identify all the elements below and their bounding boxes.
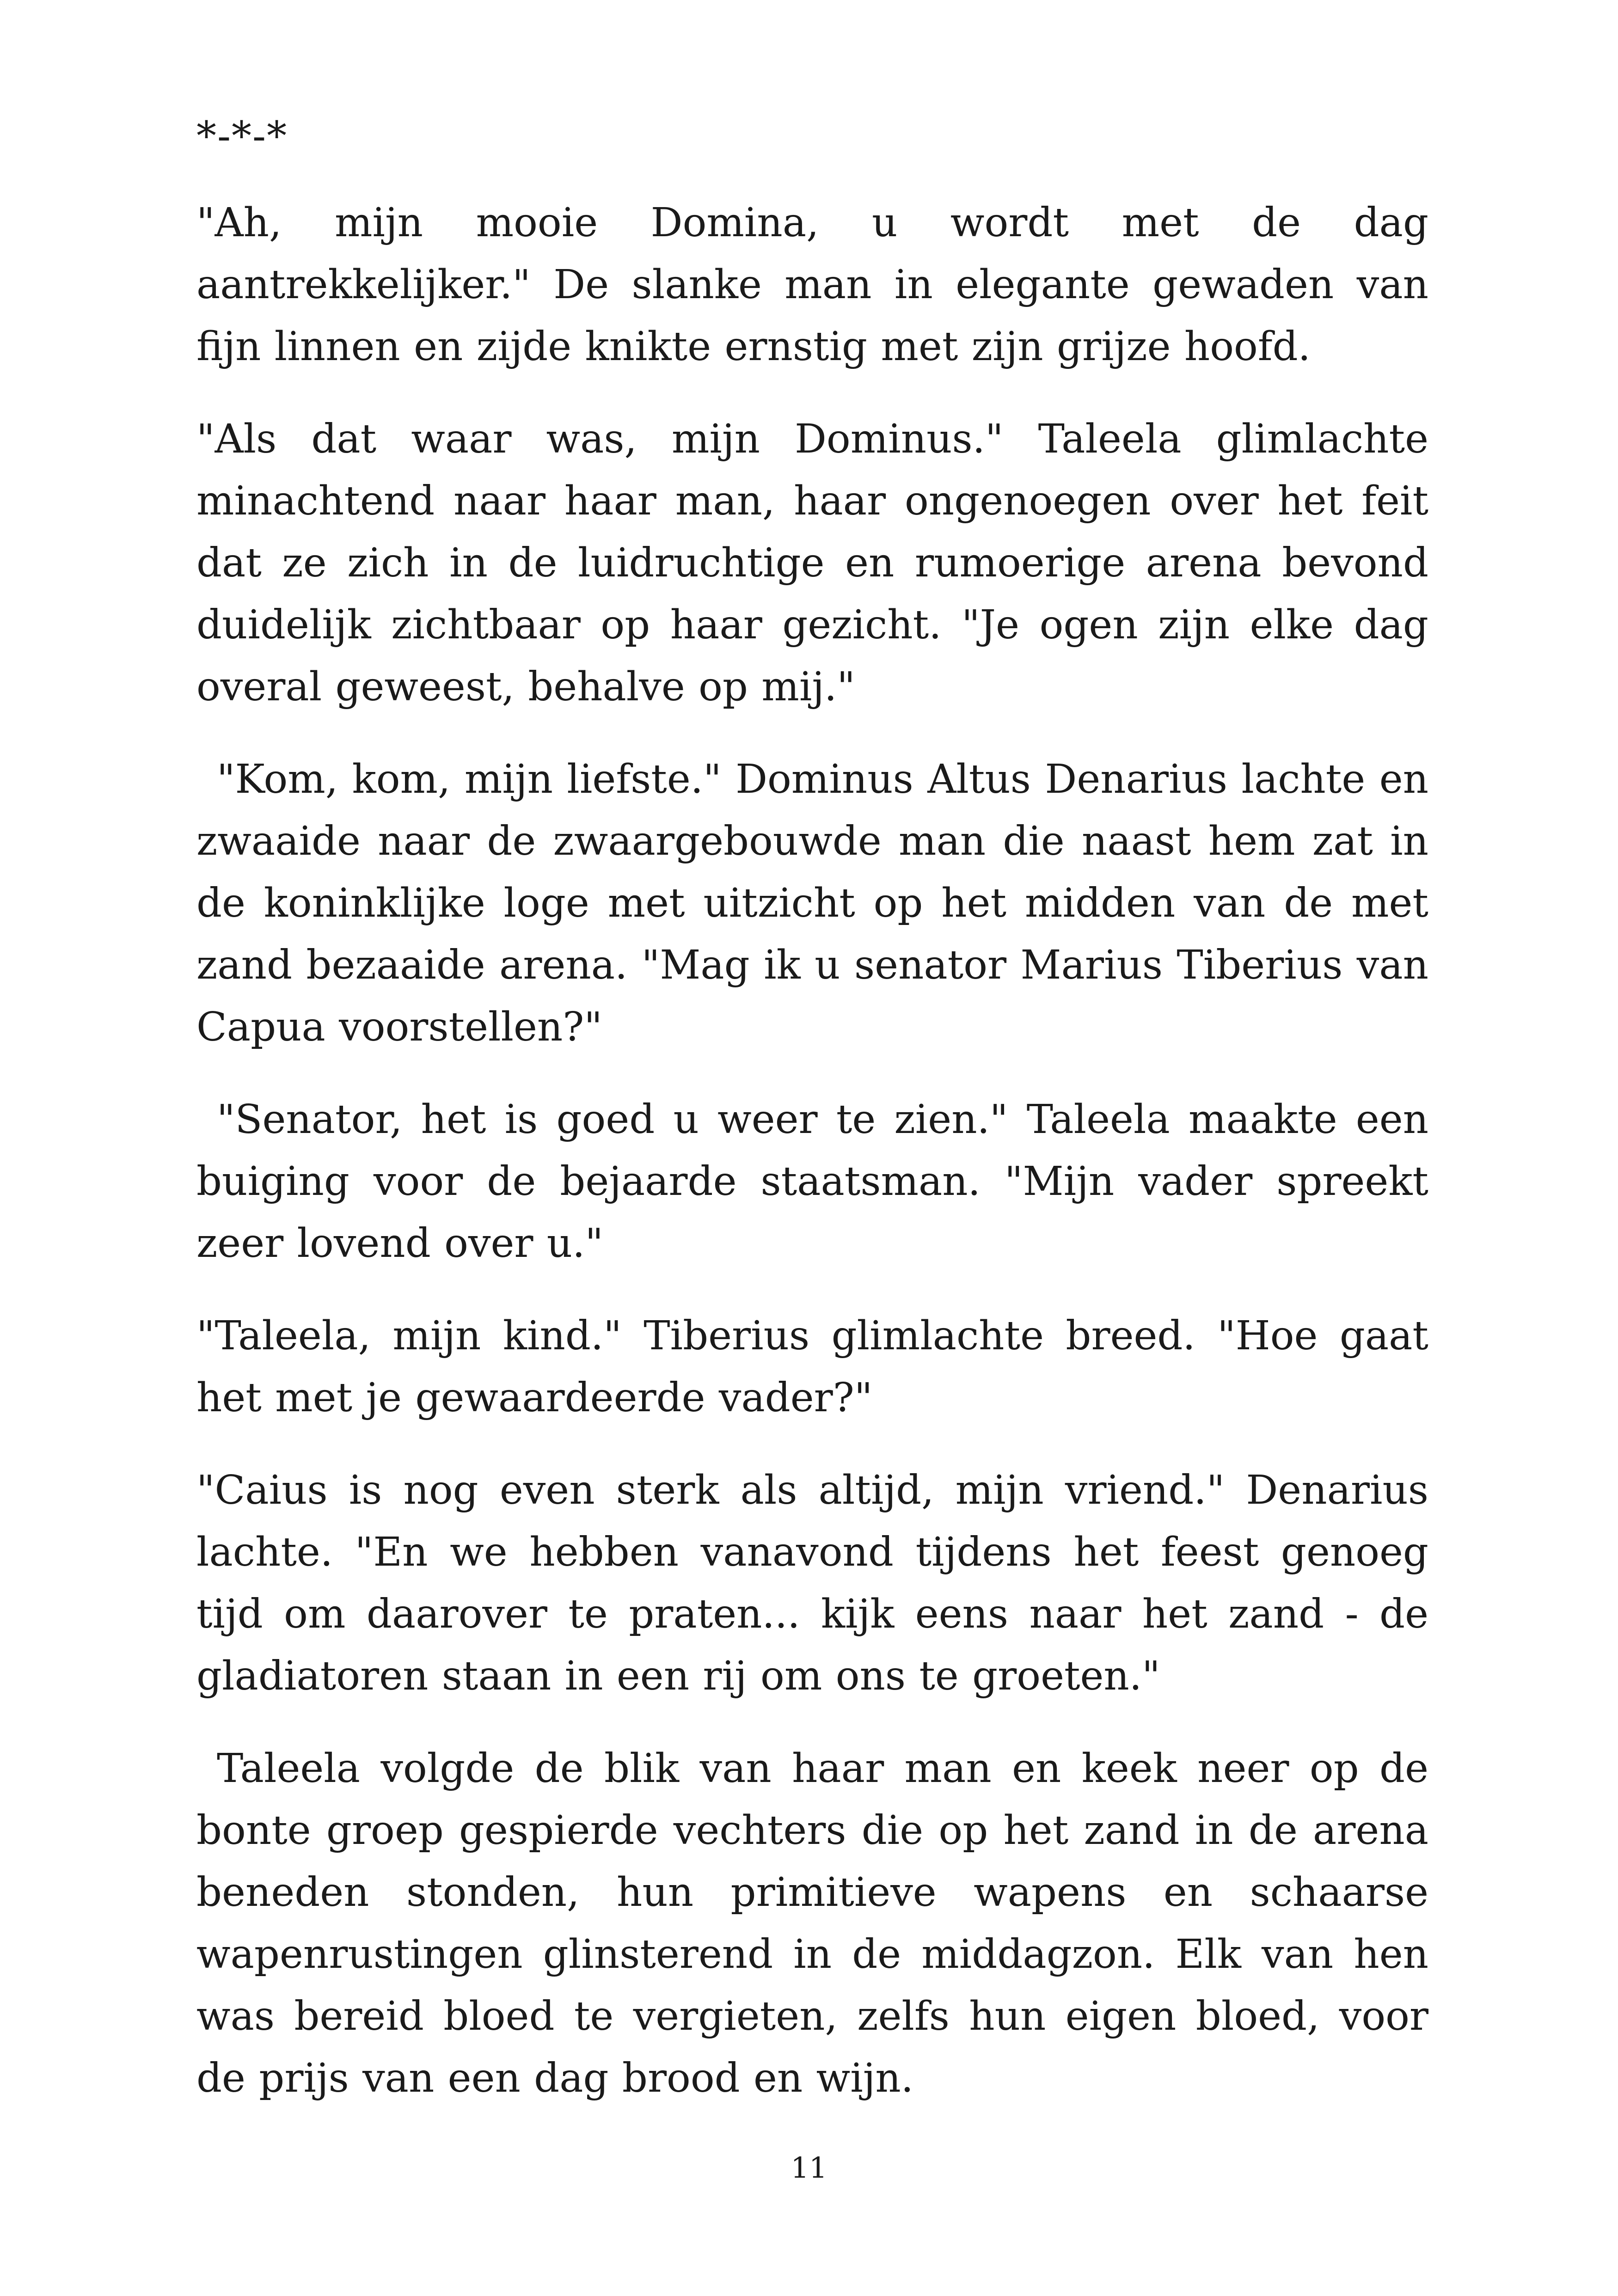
- paragraph-2: "Als dat waar was, mijn Dominus." Taleela glimlachte minachtend naar haar man, haar ongenoegen over het feit dat ze zich in de luidruchtige en rumoerige arena bevond duidelijk zichtbaar op haar gezicht. "Je ogen zijn elke dag overal geweest, behalve op mij.": [196, 416, 1428, 710]
- paragraph-5: "Taleela, mijn kind." Tiberius glimlachte breed. "Hoe gaat het met je gewaardeerde vader?": [196, 1313, 1428, 1421]
- paragraph-1: "Ah, mijn mooie Domina, u wordt met de dag aantrekkelijker." De slanke man in elegante gewaden van fijn linnen en zijde knikte ernstig met zijn grijze hoofd.: [196, 200, 1428, 370]
- page-number: 11: [791, 2151, 827, 2185]
- paragraph-4: "Senator, het is goed u weer te zien." Taleela maakte een buiging voor de bejaarde staatsman. "Mijn vader spreekt zeer lovend over u.": [196, 1096, 1428, 1267]
- paragraph-7: Taleela volgde de blik van haar man en keek neer op de bonte groep gespierde vechters die op het zand in de arena beneden stonden, hun primitieve wapens en schaarse wapenrustingen glinsterend in de middagzon. Elk van hen was bereid bloed te vergieten, zelfs hun eigen bloed, voor de prijs van een dag brood en wijn.: [196, 1745, 1428, 2101]
- section-separator: *-*-*: [196, 113, 288, 159]
- paragraph-6: "Caius is nog even sterk als altijd, mijn vriend." Denarius lachte. "En we hebben vanavond tijdens het feest genoeg tijd om daarover te praten... kijk eens naar het zand - de gladiatoren staan in een rij om ons te groeten.": [196, 1467, 1428, 1699]
- paragraph-3: "Kom, kom, mijn liefste." Dominus Altus Denarius lachte en zwaaide naar de zwaargebouwde man die naast hem zat in de koninklijke loge met uitzicht op het midden van de met zand bezaaide arena. "Mag ik u senator Marius Tiberius van Capua voorstellen?": [196, 756, 1428, 1050]
- page-content: [196, 109, 1428, 2140]
